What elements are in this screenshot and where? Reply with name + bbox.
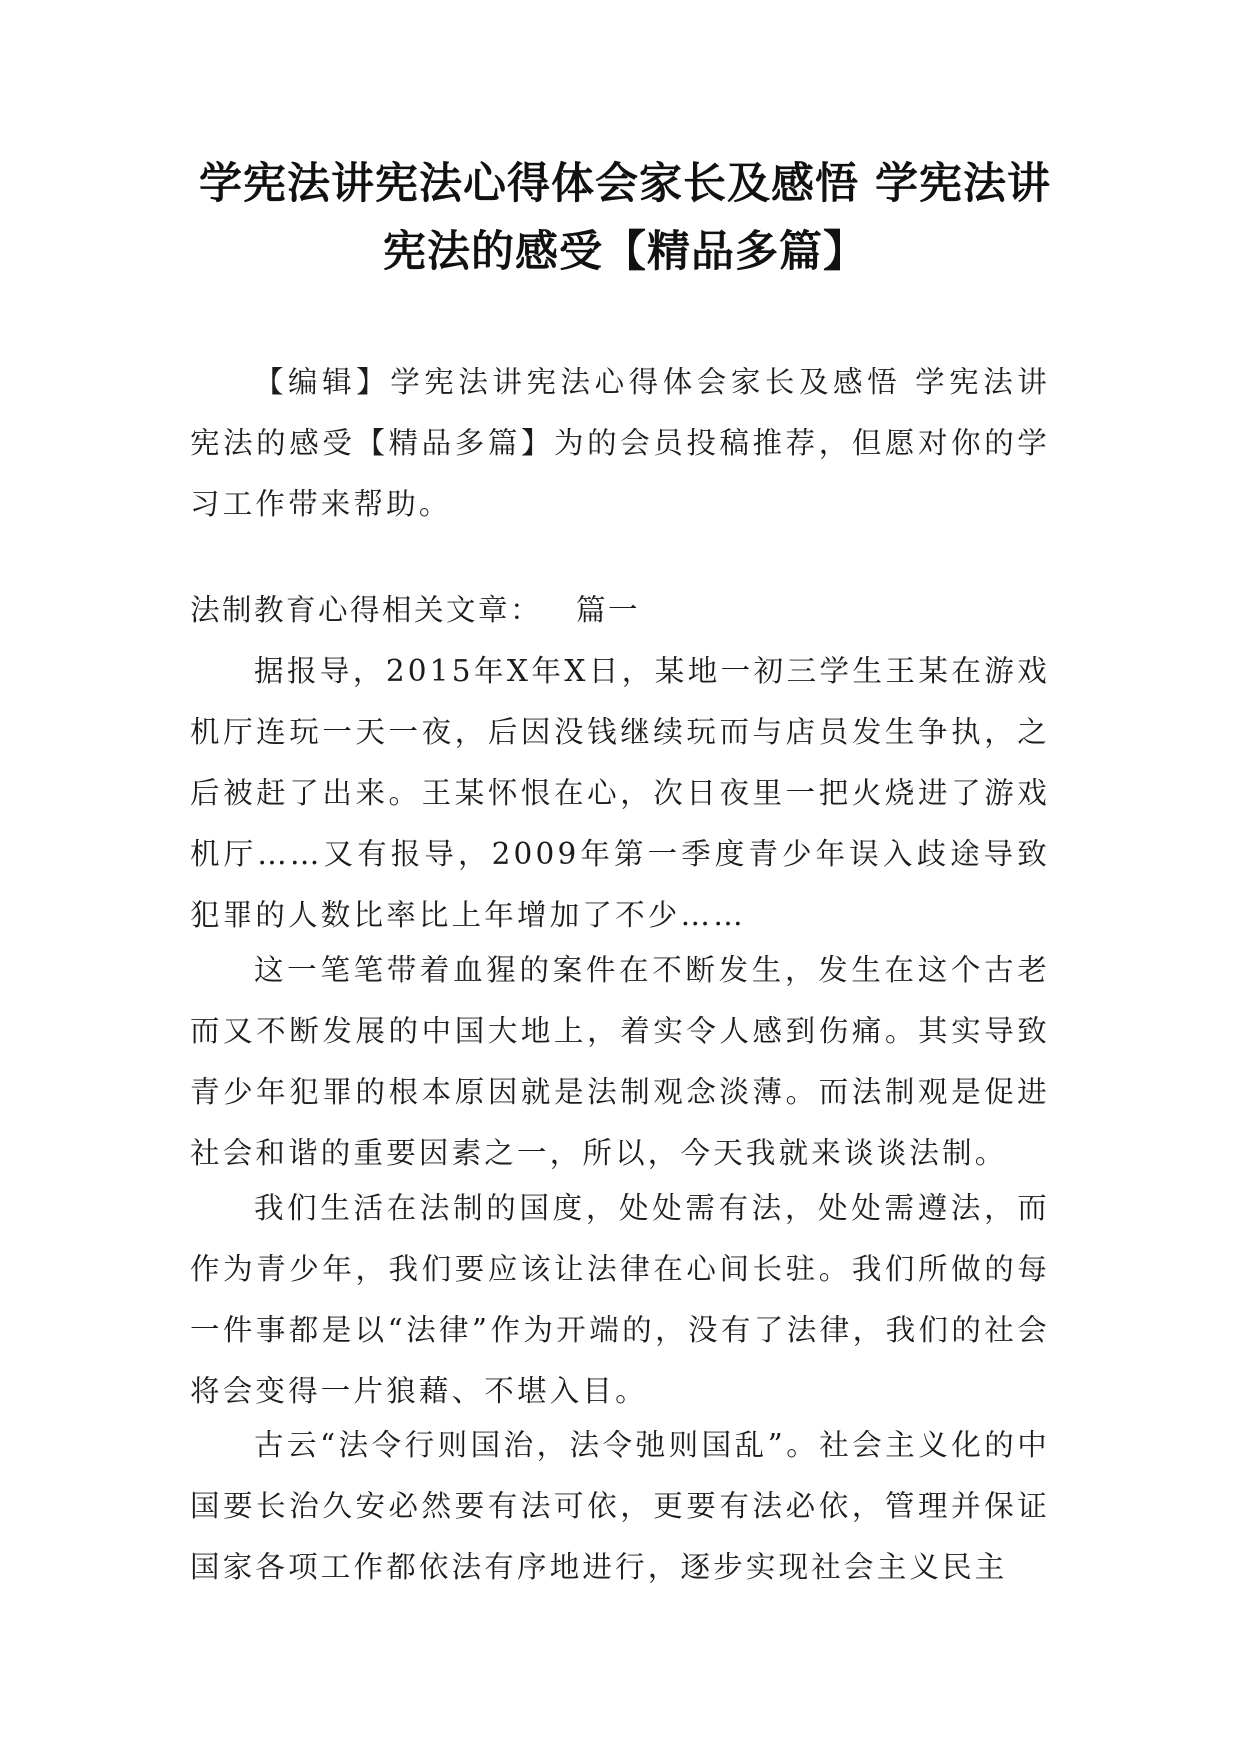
intro-paragraph: 【编辑】学宪法讲宪法心得体会家长及感悟 学宪法讲宪法的感受【精品多篇】为的会员投稿推荐，但愿对你的学习工作带来帮助。 <box>190 365 1050 521</box>
document-title: 学宪法讲宪法心得体会家长及感悟 学宪法讲宪法的感受【精品多篇】 <box>199 159 1051 277</box>
section-heading <box>190 580 1050 641</box>
body-paragraph: 这一笔笔带着血猩的案件在不断发生，发生在这个古老而又不断发展的中国大地上，着实令人感到伤痛。其实导致青少年犯罪的根本原因就是法制观念淡薄。而法制观是促进社会和谐的重要因素之一，所以，今天我就来谈谈法制。 <box>190 953 1050 1170</box>
section-heading-text: 法制教育心得相关文章： <box>190 593 543 627</box>
body-paragraph: 据报导，2015年X年X日，某地一初三学生王某在游戏机厅连玩一天一夜，后因没钱继续玩而与店员发生争执，之后被赶了出来。王某怀恨在心，次日夜里一把火烧进了游戏机厅……又有报导，2009年第一季度青少年误入歧途导致犯罪的人数比率比上年增加了不少…… <box>190 654 1050 932</box>
body-paragraph: 古云“法令行则国治，法令弛则国乱”。社会主义化的中国要长治久安必然要有法可依，更要有法必依，管理并保证国家各项工作都依法有序地进行，逐步实现社会主义民主 <box>190 1428 1050 1584</box>
section-label: 篇一 <box>576 593 641 627</box>
body-paragraph: 我们生活在法制的国度，处处需有法，处处需遵法，而作为青少年，我们要应该让法律在心间长驻。我们所做的每一件事都是以“法律”作为开端的，没有了法律，我们的社会将会变得一片狼藉、不堪入目。 <box>190 1191 1050 1408</box>
